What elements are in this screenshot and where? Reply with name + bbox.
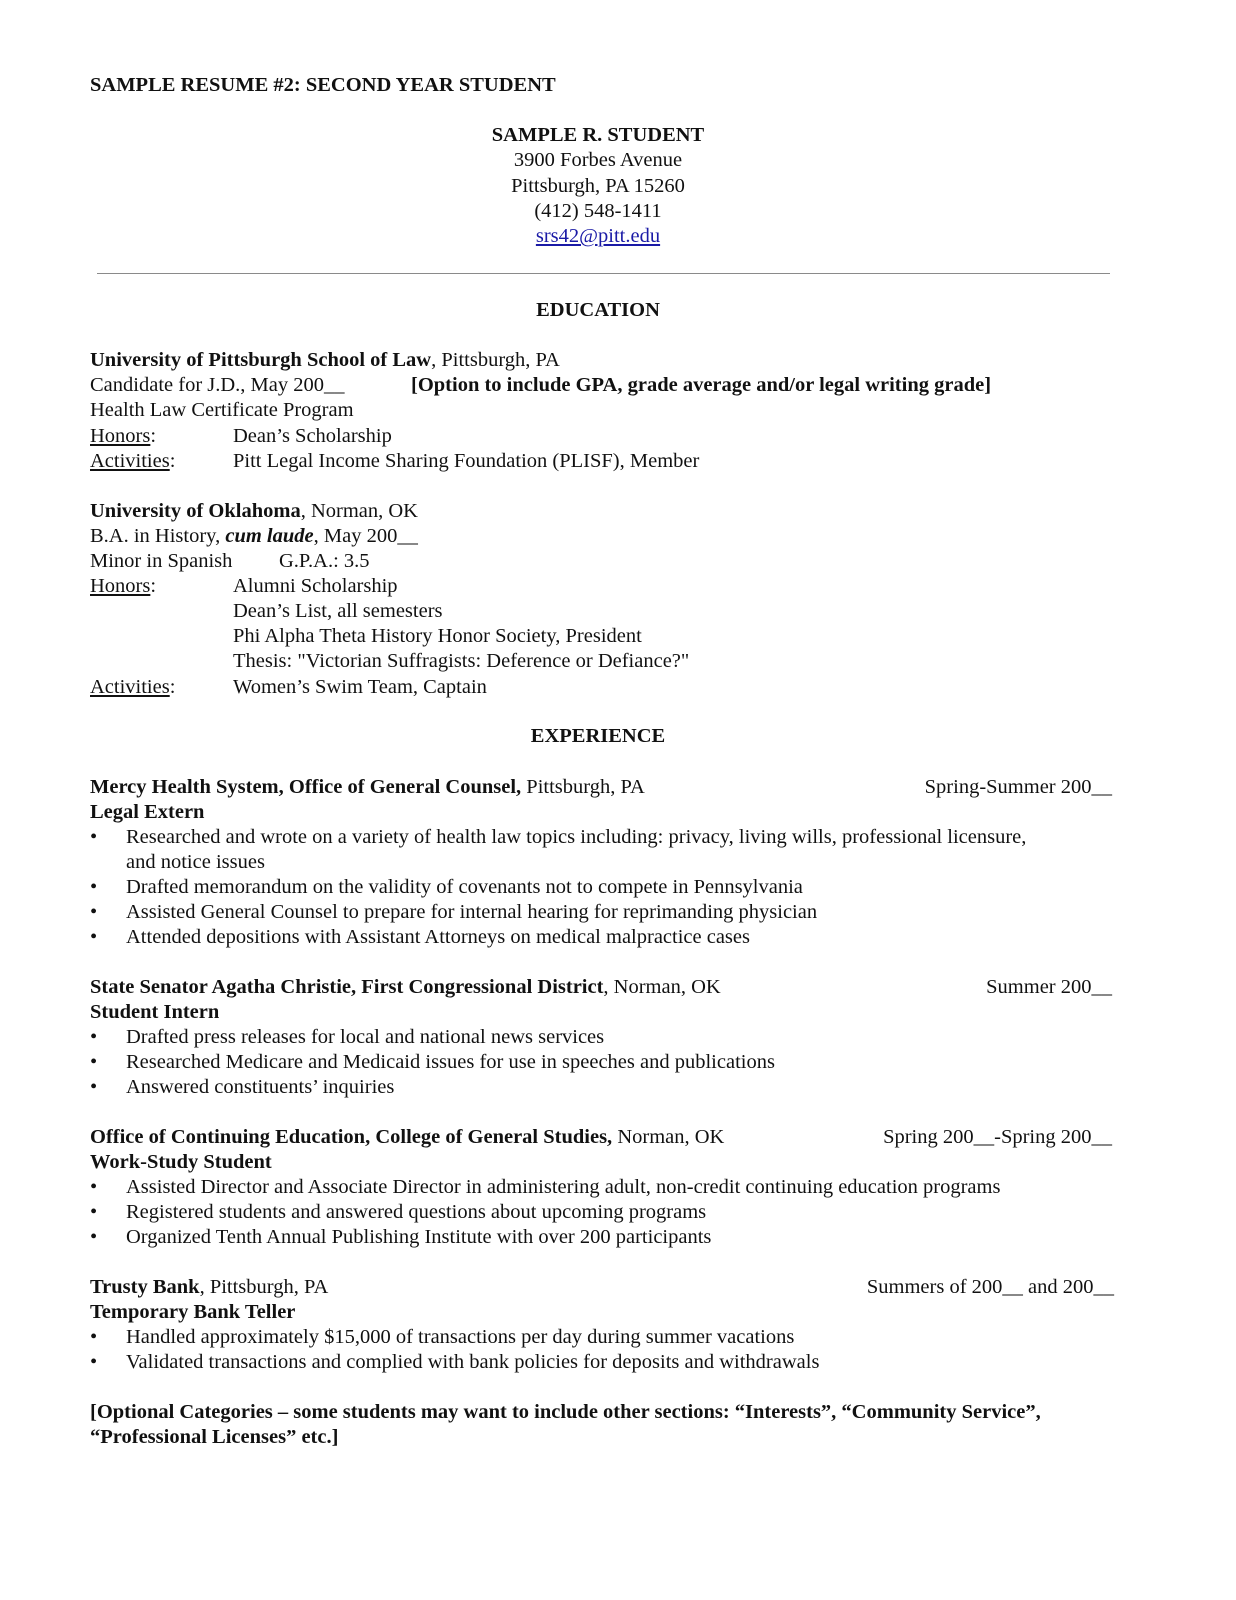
- employer-name: State Senator Agatha Christie, First Congressional District: [90, 976, 604, 998]
- job-bullet: Drafted memorandum on the validity of covenants not to compete in Pennsylvania: [126, 876, 803, 898]
- job-bullet-continued: and notice issues: [126, 851, 265, 873]
- ou-location: , Norman, OK: [300, 500, 418, 522]
- header-divider: [97, 273, 1110, 274]
- pitt-honors: Dean’s Scholarship: [233, 425, 392, 447]
- pitt-honors-label: Honors:: [90, 425, 157, 447]
- job-bullet: Drafted press releases for local and national news services: [126, 1026, 605, 1048]
- job-dates: Spring 200__-Spring 200__: [883, 1126, 1112, 1148]
- job-dates: Summer 200__: [986, 976, 1112, 998]
- job-bullet: Handled approximately $15,000 of transactions per day during summer vacations: [126, 1326, 795, 1348]
- job-title: Student Intern: [90, 1001, 220, 1023]
- job-title: Legal Extern: [90, 801, 205, 823]
- job-title: Work-Study Student: [90, 1151, 272, 1173]
- job-bullet: Validated transactions and complied with bank policies for deposits and withdrawals: [126, 1351, 820, 1373]
- ou-honor-item: Phi Alpha Theta History Honor Society, President: [233, 625, 642, 647]
- bullet-glyph: •: [90, 1226, 98, 1248]
- job-dates: Summers of 200__ and 200__: [866, 1276, 1114, 1298]
- bullet-glyph: •: [90, 901, 98, 923]
- job-bullet: Answered constituents’ inquiries: [126, 1076, 395, 1098]
- employer-location: , Norman, OK: [603, 976, 721, 998]
- student-name: SAMPLE R. STUDENT: [491, 124, 705, 146]
- employer-location: Pittsburgh, PA: [521, 776, 645, 798]
- bullet-glyph: •: [90, 1076, 98, 1098]
- ou-honor-item: Thesis: "Victorian Suffragists: Deference or Defiance?": [233, 650, 690, 672]
- job-bullet: Researched Medicare and Medicaid issues for use in speeches and publications: [126, 1051, 775, 1073]
- pitt-degree: Candidate for J.D., May 200__: [90, 374, 345, 396]
- job-bullet: Organized Tenth Annual Publishing Institute with over 200 participants: [126, 1226, 712, 1248]
- job-bullet: Assisted Director and Associate Director in administering adult, non-credit continuing education programs: [126, 1176, 1001, 1198]
- bullet-glyph: •: [90, 1026, 98, 1048]
- education-heading: EDUCATION: [536, 299, 660, 321]
- page-title: SAMPLE RESUME #2: SECOND YEAR STUDENT: [90, 74, 556, 96]
- bullet-glyph: •: [90, 1326, 98, 1348]
- job-title: Temporary Bank Teller: [90, 1301, 296, 1323]
- ou-honor-item: Alumni Scholarship: [233, 575, 398, 597]
- bullet-glyph: •: [90, 926, 98, 948]
- employer-location: , Pittsburgh, PA: [199, 1276, 329, 1298]
- ou-degree: B.A. in History, cum laude, May 200__: [90, 525, 418, 547]
- phone-number: (412) 548-1411: [534, 200, 662, 222]
- bullet-glyph: •: [90, 1176, 98, 1198]
- ou-latin-honor: cum laude: [225, 525, 314, 547]
- pitt-location: , Pittsburgh, PA: [431, 349, 560, 371]
- street-address: 3900 Forbes Avenue: [513, 149, 683, 171]
- pitt-activities-label: Activities:: [90, 450, 176, 472]
- ou-activities: Women’s Swim Team, Captain: [233, 676, 487, 698]
- ou-activities-label: Activities:: [90, 676, 176, 698]
- city-state-zip: Pittsburgh, PA 15260: [511, 175, 685, 197]
- bullet-glyph: •: [90, 1051, 98, 1073]
- gpa-option-note: [Option to include GPA, grade average and/or legal writing grade]: [411, 374, 992, 396]
- job-bullet: Registered students and answered questions about upcoming programs: [126, 1201, 707, 1223]
- pitt-school-name: University of Pittsburgh School of Law: [90, 349, 432, 371]
- employer-name: Mercy Health System, Office of General Counsel,: [90, 776, 522, 798]
- job-bullet: Attended depositions with Assistant Attorneys on medical malpractice cases: [126, 926, 750, 948]
- bullet-glyph: •: [90, 876, 98, 898]
- optional-note-line: [Optional Categories – some students may want to include other sections: “Interests”, “Community Service”,: [90, 1401, 1041, 1423]
- bullet-glyph: •: [90, 1351, 98, 1373]
- ou-honor-item: Dean’s List, all semesters: [233, 600, 443, 622]
- ou-minor: Minor in Spanish: [90, 550, 233, 572]
- pitt-activities: Pitt Legal Income Sharing Foundation (PLISF), Member: [233, 450, 700, 472]
- ou-school-name: University of Oklahoma: [90, 500, 301, 522]
- employer-location: Norman, OK: [612, 1126, 725, 1148]
- bullet-glyph: •: [90, 826, 98, 848]
- ou-gpa: G.P.A.: 3.5: [279, 550, 370, 572]
- pitt-program: Health Law Certificate Program: [90, 399, 354, 421]
- ou-honors-label: Honors:: [90, 575, 157, 597]
- employer-name: Office of Continuing Education, College of General Studies,: [90, 1126, 613, 1148]
- bullet-glyph: •: [90, 1201, 98, 1223]
- employer-name: Trusty Bank: [90, 1276, 200, 1298]
- job-bullet: Researched and wrote on a variety of health law topics including: privacy, living wills, professional licensure,: [126, 826, 1027, 848]
- experience-heading: EXPERIENCE: [530, 725, 666, 747]
- email-link[interactable]: srs42@pitt.edu: [535, 225, 661, 247]
- optional-note-line: “Professional Licenses” etc.]: [90, 1426, 339, 1448]
- job-dates: Spring-Summer 200__: [924, 776, 1112, 798]
- job-bullet: Assisted General Counsel to prepare for internal hearing for reprimanding physician: [126, 901, 818, 923]
